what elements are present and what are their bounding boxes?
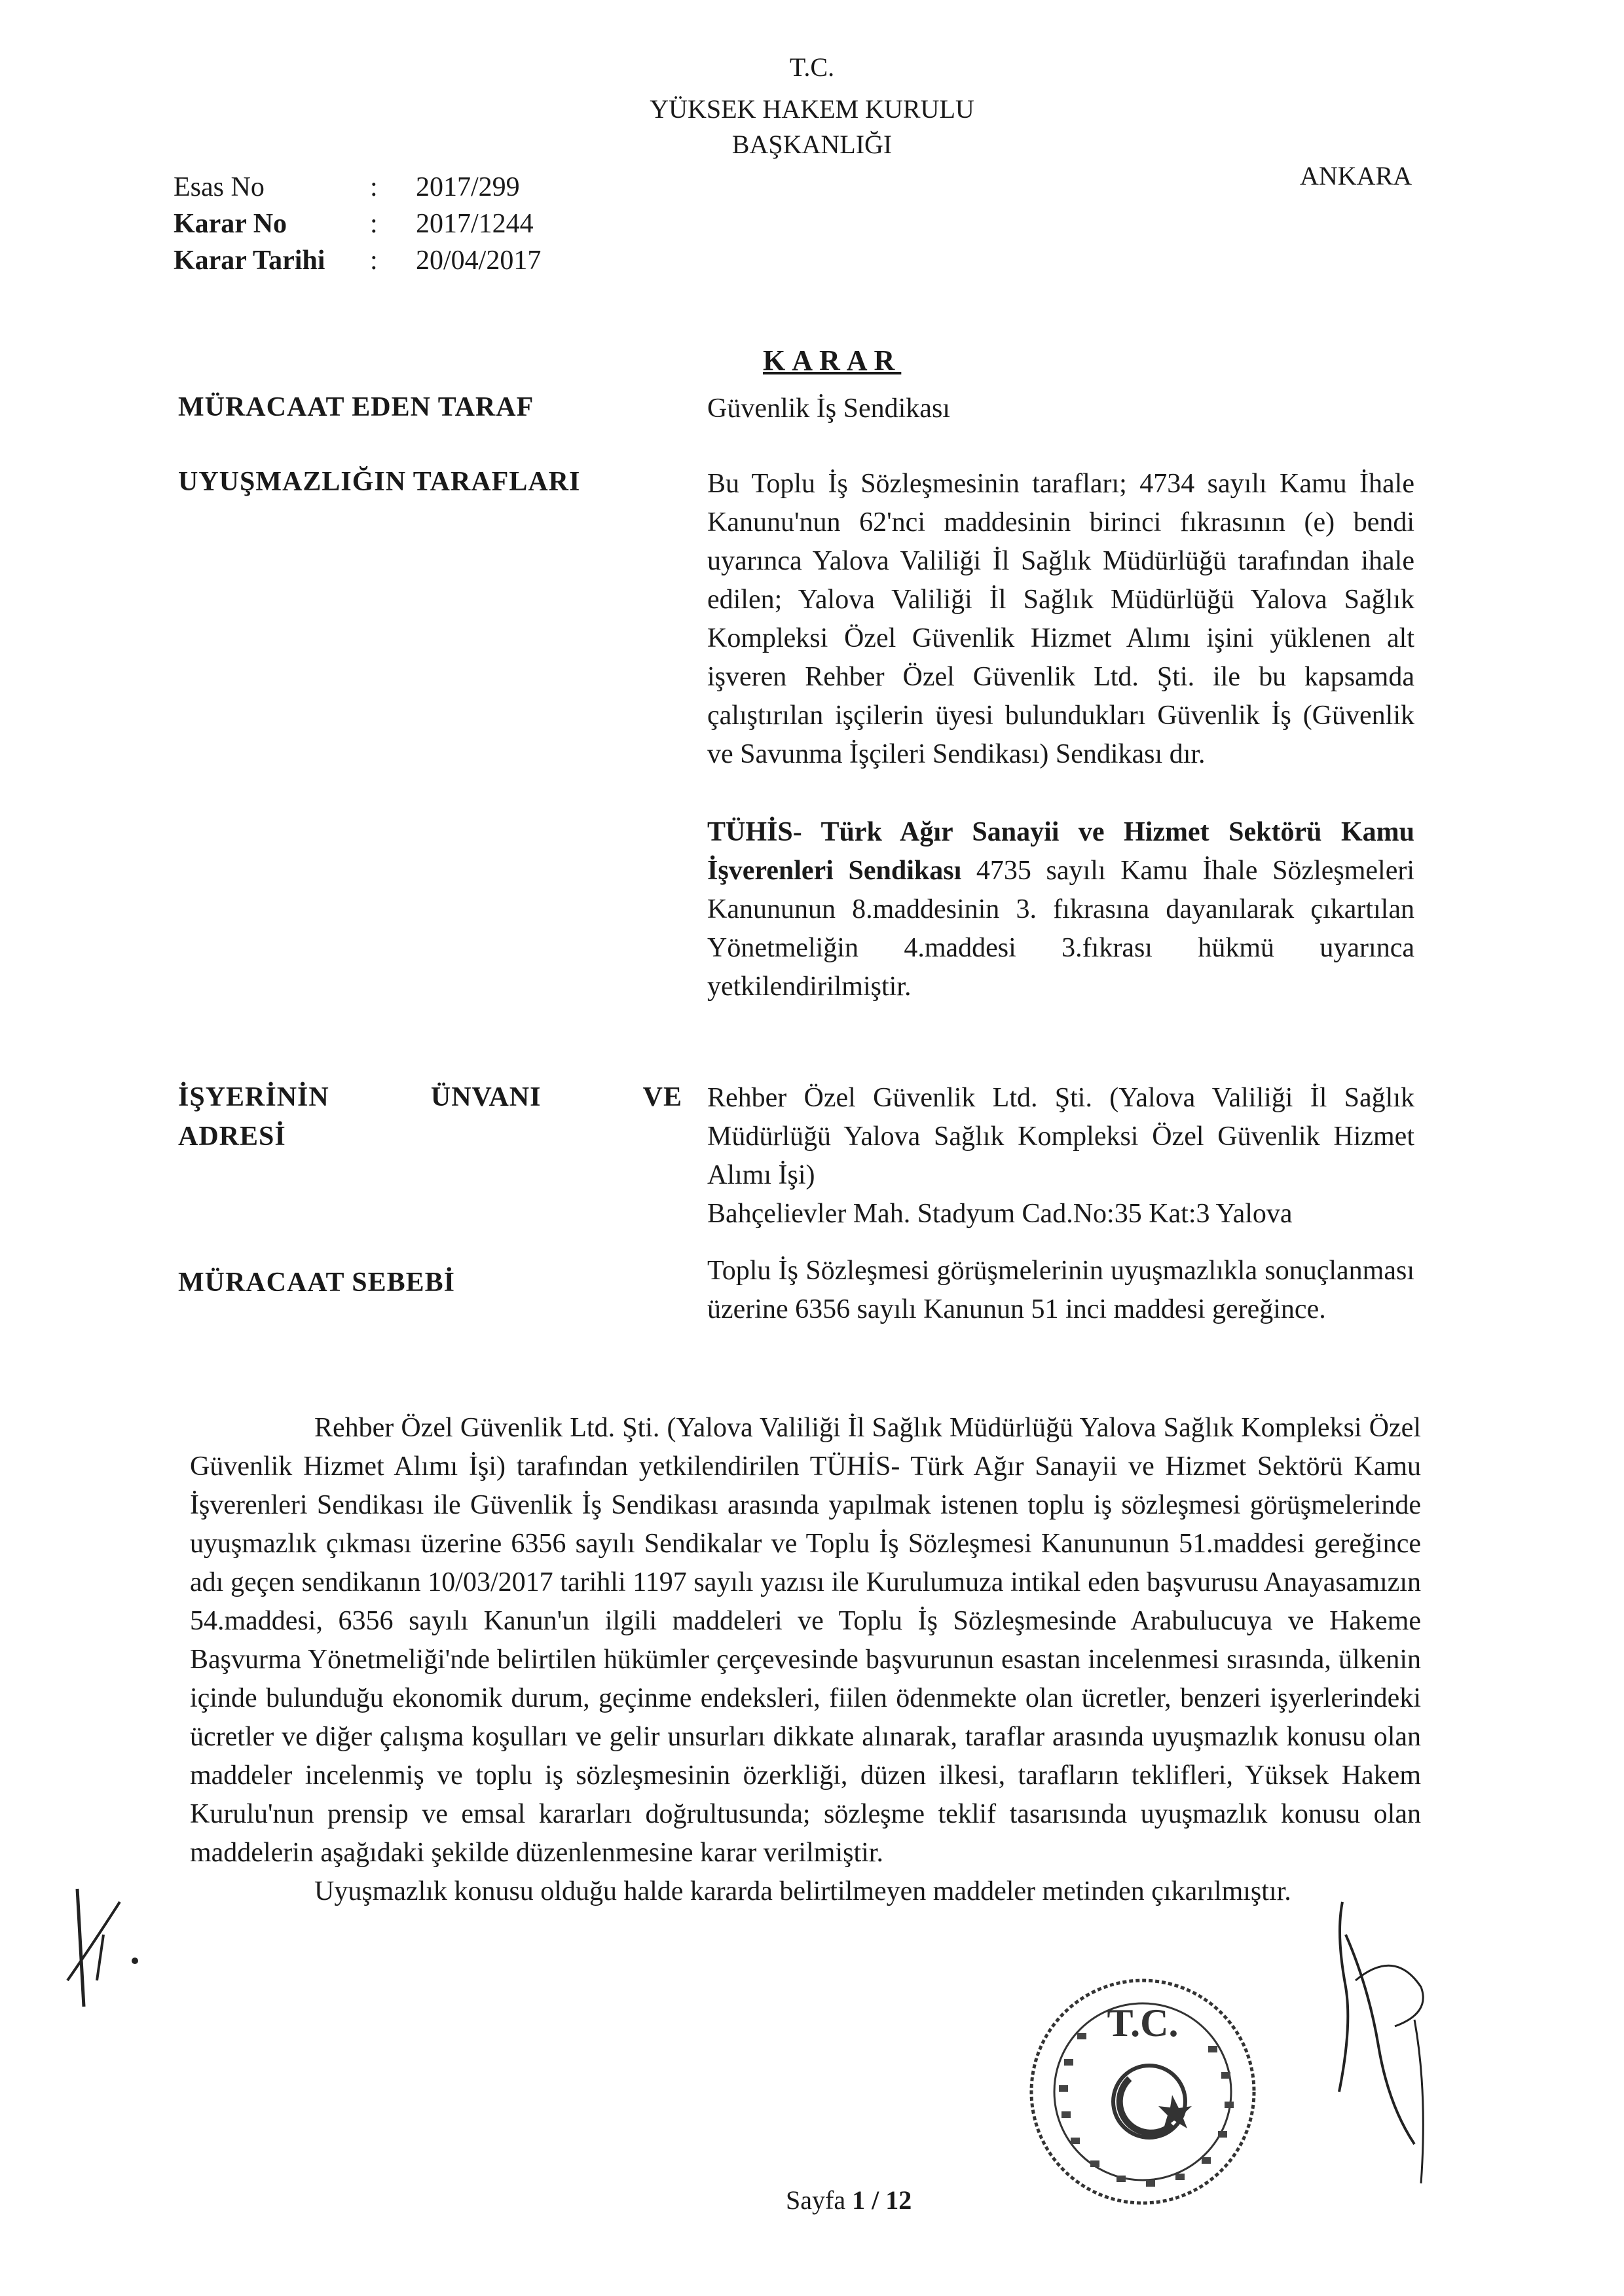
workplace-name: Rehber Özel Güvenlik Ltd. Şti. (Yalova Valiliği İl Sağlık Müdürlüğü Yalova Sağlık Kompleksi Özel Güvenlik Hizmet Alımı İşi) [707,1083,1414,1190]
parties-text [707,465,1414,1006]
page-total: 12 [885,2185,912,2215]
parties-label: UYUŞMAZLIĞIN TARAFLARI [178,467,581,497]
employer-union-name: TÜHİS- Türk Ağır Sanayii ve Hizmet Sektörü Kamu İşverenleri Sendikası [707,817,1414,886]
meta-karar-no-label: Karar No [174,209,287,239]
meta-karar-tarihi [174,242,541,279]
meta-esas-label: Esas No [174,172,265,202]
workplace-label-line2: ADRESİ [178,1121,286,1152]
decision-body [190,1409,1421,1911]
header-institution: YÜKSEK HAKEM KURULU [650,94,974,124]
applicant-label: MÜRACAAT EDEN TARAF [178,392,534,422]
header-tc: T.C. [789,52,835,82]
header-baskanlik: BAŞKANLIĞI [731,130,893,159]
workplace-label-word1: İŞYERİNİN [178,1082,329,1112]
meta-esas-value: 2017/299 [416,172,520,202]
page-current: 1 [852,2185,866,2215]
signature [1316,1895,1447,2203]
meta-separator: : [370,246,378,276]
parties-paragraph-1: Bu Toplu İş Sözleşmesinin tarafları; 4734 sayılı Kamu İhale Kanunu'nun 62'nci maddesinin birinci fıkrasının (e) bendi uyarınca Yalova Valiliği İl Sağlık Müdürlüğü tarafından ihale edilen; Yalova Valiliği İl Sağlık Müdürlüğü Yalova Sağlık Kompleksi Özel Güvenlik Hizmet Alımı işini yüklenen alt işveren Rehber Özel Güvenlik Ltd. Şti. ile bu kapsamda çalıştırılan işçilerin üyesi bulundukları Güvenlik İş (Güvenlik ve Savunma İşçileri Sendikası) Sendikası dır. [707,469,1414,769]
meta-karar-tarihi-value: 20/04/2017 [416,246,542,276]
workplace-address: Bahçelievler Mah. Stadyum Cad.No:35 Kat:3 Yalova [707,1199,1293,1229]
reason-label: MÜRACAAT SEBEBİ [178,1267,456,1298]
applicant-value: Güvenlik İş Sendikası [707,393,950,424]
body-paragraph-1: Rehber Özel Güvenlik Ltd. Şti. (Yalova Valiliği İl Sağlık Müdürlüğü Yalova Sağlık Kompleksi Özel Güvenlik Hizmet Alımı İşi) tarafından yetkilendirilen TÜHİS- Türk Ağır Sanayii ve Hizmet Sektörü Kamu İşverenleri Sendikası ile Güvenlik İş Sendikası arasında yapılmak istenen toplu iş sözleşmesi görüşmelerinde uyuşmazlık çıkması üzerine 6356 sayılı Sendikalar ve Toplu İş Sözleşmesi Kanununun 51.maddesi gereğince adı geçen sendikanın 10/03/2017 tarihli 1197 sayılı yazısı ile Kurulumuza intikal eden başvurusu Anayasamızın 54.maddesi, 6356 sayılı Kanun'un ilgili maddeleri ve Toplu İş Sözleşmesinde Arabulucuya ve Hakeme Başvurma Yönetmeliği'nde belirtilen hükümler çerçevesinde başvurunun esastan incelenmesi sırasında, ülkenin içinde bulunduğu ekonomik durum, geçinme endeksleri, fiilen ödenmekte olan ücretler, benzeri işyerlerindeki ücretler ve diğer çalışma koşulları ve gelir unsurları dikkate alınarak, taraflar arasında uyuşmazlık konusu olan maddeler incelenmiş ve toplu iş sözleşmesinin özerkliği, düzen ilkesi, tarafların teklifleri, Yüksek Hakem Kurulu'nun prensip ve emsal kararları doğrultusunda; sözleşme teklif tasarısında uyuşmazlık konusu olan maddelerin aşağıdaki şekilde düzenlenmesine karar verilmiştir. [190,1413,1421,1868]
workplace-label-line1 [178,1082,682,1113]
body-paragraph-2: Uyuşmazlık konusu olduğu halde kararda belirtilmeyen maddeler metinden çıkarılmıştır. [314,1876,1291,1906]
page-separator: / [865,2185,886,2215]
meta-karar-no [174,206,541,242]
meta-block [174,169,541,279]
meta-separator: : [370,209,378,239]
workplace-label-word3: VE [642,1082,682,1112]
meta-karar-no-value: 2017/1244 [416,209,534,239]
page-prefix: Sayfa [786,2185,853,2215]
seal-text: T.C. [1107,2001,1179,2045]
initials-signature [58,1882,149,2013]
meta-esas [174,169,541,206]
meta-karar-tarihi-label: Karar Tarihi [174,246,325,276]
header-city: ANKARA [1300,161,1412,191]
meta-separator: : [370,172,378,202]
parties-paragraph-2 [707,813,1414,1006]
workplace-text [707,1079,1414,1233]
official-seal-stamp [1018,1967,1267,2216]
employer-union-detail: 4735 sayılı Kamu İhale Sözleşmeleri Kanununun 8.maddesinin 3. fıkrasına dayanılarak çıkartılan Yönetmeliğin 4.maddesi 3.fıkrası hükmü uyarınca yetkilendirilmiştir. [707,856,1414,1002]
workplace-label-word2: ÜNVANI [430,1082,542,1112]
document-title: KARAR [763,344,902,376]
reason-value: Toplu İş Sözleşmesi görüşmelerinin uyuşmazlıkla sonuçlanması üzerine 6356 sayılı Kanunun 51 inci maddesi gereğince. [707,1256,1414,1324]
page-number [786,2185,912,2215]
